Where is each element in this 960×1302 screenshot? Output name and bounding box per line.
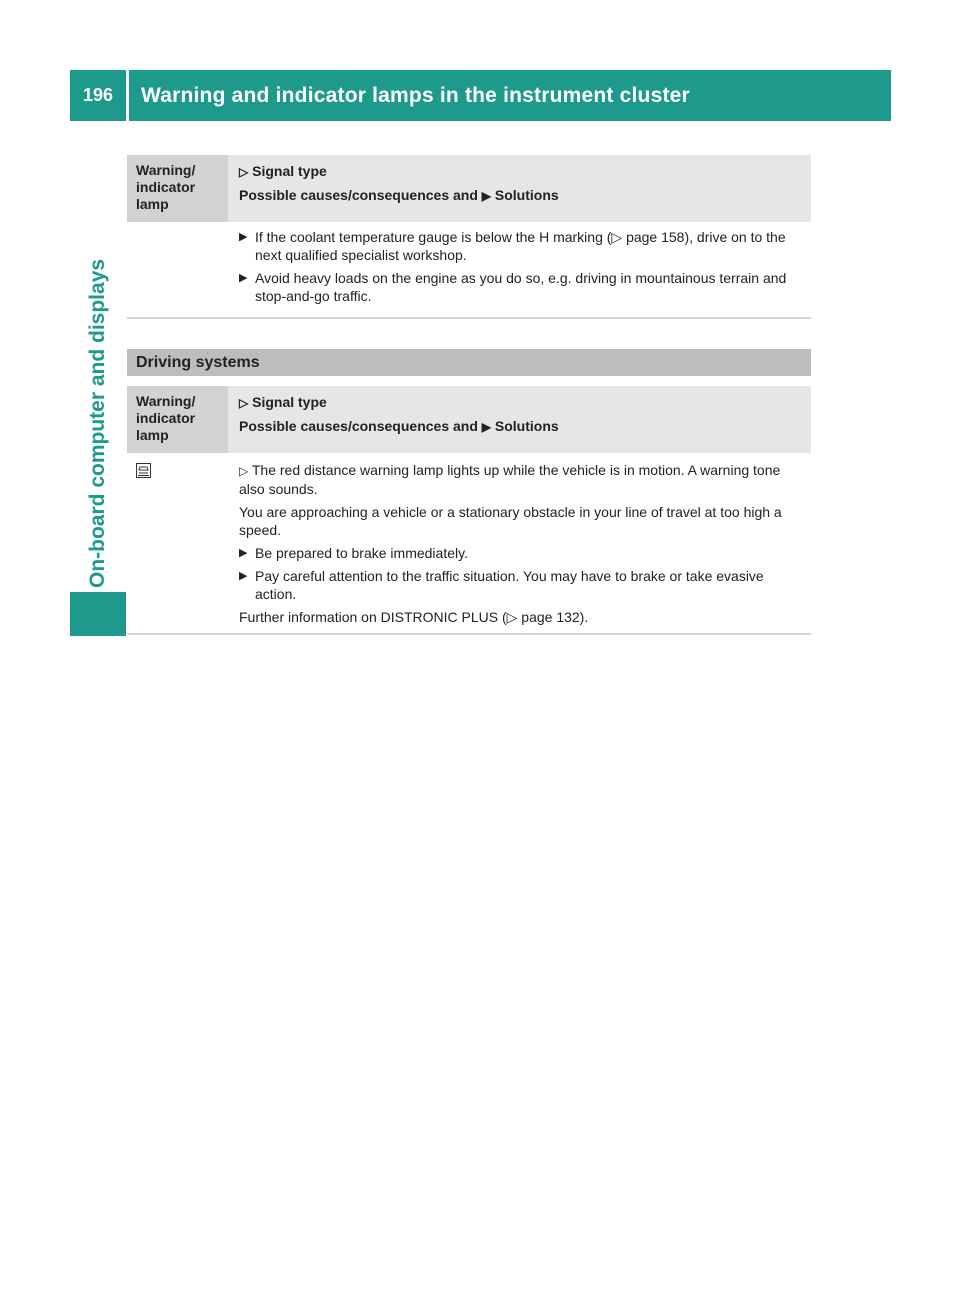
signal-text: The red distance warning lamp lights up while the vehicle is in motion. A warning tone also sounds. [239, 462, 781, 497]
description-cell [228, 461, 811, 631]
step-arrow-icon: ▶ [239, 570, 248, 582]
lamp-cell [127, 228, 228, 310]
step-text: Avoid heavy loads on the engine as you do so, e.g. driving in mountainous terrain and stop-and-go traffic. [255, 270, 787, 304]
step-text: Pay careful attention to the traffic situation. You may have to brake or take evasive action. [255, 568, 764, 602]
description-column-header [228, 386, 811, 453]
lamp-column-header [127, 386, 228, 453]
instruction-step [239, 228, 805, 264]
signal-description [239, 461, 805, 498]
table-divider [127, 633, 811, 635]
description-column-header [228, 155, 811, 222]
signal-type-icon: ▷ [239, 165, 249, 179]
lamp-table-1 [127, 155, 811, 319]
chapter-side-label: On-board computer and displays [86, 258, 109, 588]
table-row [127, 222, 811, 310]
instruction-step [239, 567, 805, 603]
description-cell [228, 228, 811, 310]
header-divider [126, 70, 129, 121]
solutions-arrow-icon: ▶ [481, 189, 492, 203]
signal-type-icon: ▷ [239, 396, 249, 410]
instruction-step [239, 269, 805, 305]
side-tab-block [70, 592, 126, 636]
step-arrow-icon: ▶ [239, 272, 248, 284]
solutions-label: Solutions [494, 418, 559, 434]
table-row [127, 453, 811, 631]
section-title: Driving systems [127, 349, 811, 376]
instruction-step [239, 544, 805, 562]
step-arrow-icon: ▶ [239, 547, 248, 559]
lamp-table-2 [127, 386, 811, 635]
consequence-text: You are approaching a vehicle or a stationary obstacle in your line of travel at too high a speed. [239, 504, 782, 538]
signal-type-label: Signal type [252, 163, 327, 179]
lamp-column-label: Warning/ indicator lamp [136, 162, 196, 212]
step-arrow-icon: ▶ [239, 231, 248, 243]
step-text: If the coolant temperature gauge is below the H marking (▷ page 158), drive on to the next qualified specialist workshop. [255, 229, 786, 263]
signal-type-icon: ▷ [239, 464, 249, 478]
causes-label: Possible causes/consequences and [239, 418, 478, 434]
further-info-text: Further information on DISTRONIC PLUS (▷ page 132). [239, 609, 589, 625]
lamp-column-label: Warning/ indicator lamp [136, 393, 196, 443]
solutions-label: Solutions [494, 187, 559, 203]
signal-type-label: Signal type [252, 394, 327, 410]
distance-warning-icon [136, 463, 151, 478]
table-divider [127, 317, 811, 319]
lamp-cell [127, 461, 228, 631]
table-header [127, 386, 811, 453]
step-text: Be prepared to brake immediately. [255, 545, 468, 561]
lamp-column-header [127, 155, 228, 222]
page-title: Warning and indicator lamps in the instrument cluster [141, 83, 690, 107]
page-number: 196 [82, 85, 114, 105]
solutions-arrow-icon: ▶ [481, 420, 492, 434]
causes-label: Possible causes/consequences and [239, 187, 478, 203]
table-header [127, 155, 811, 222]
